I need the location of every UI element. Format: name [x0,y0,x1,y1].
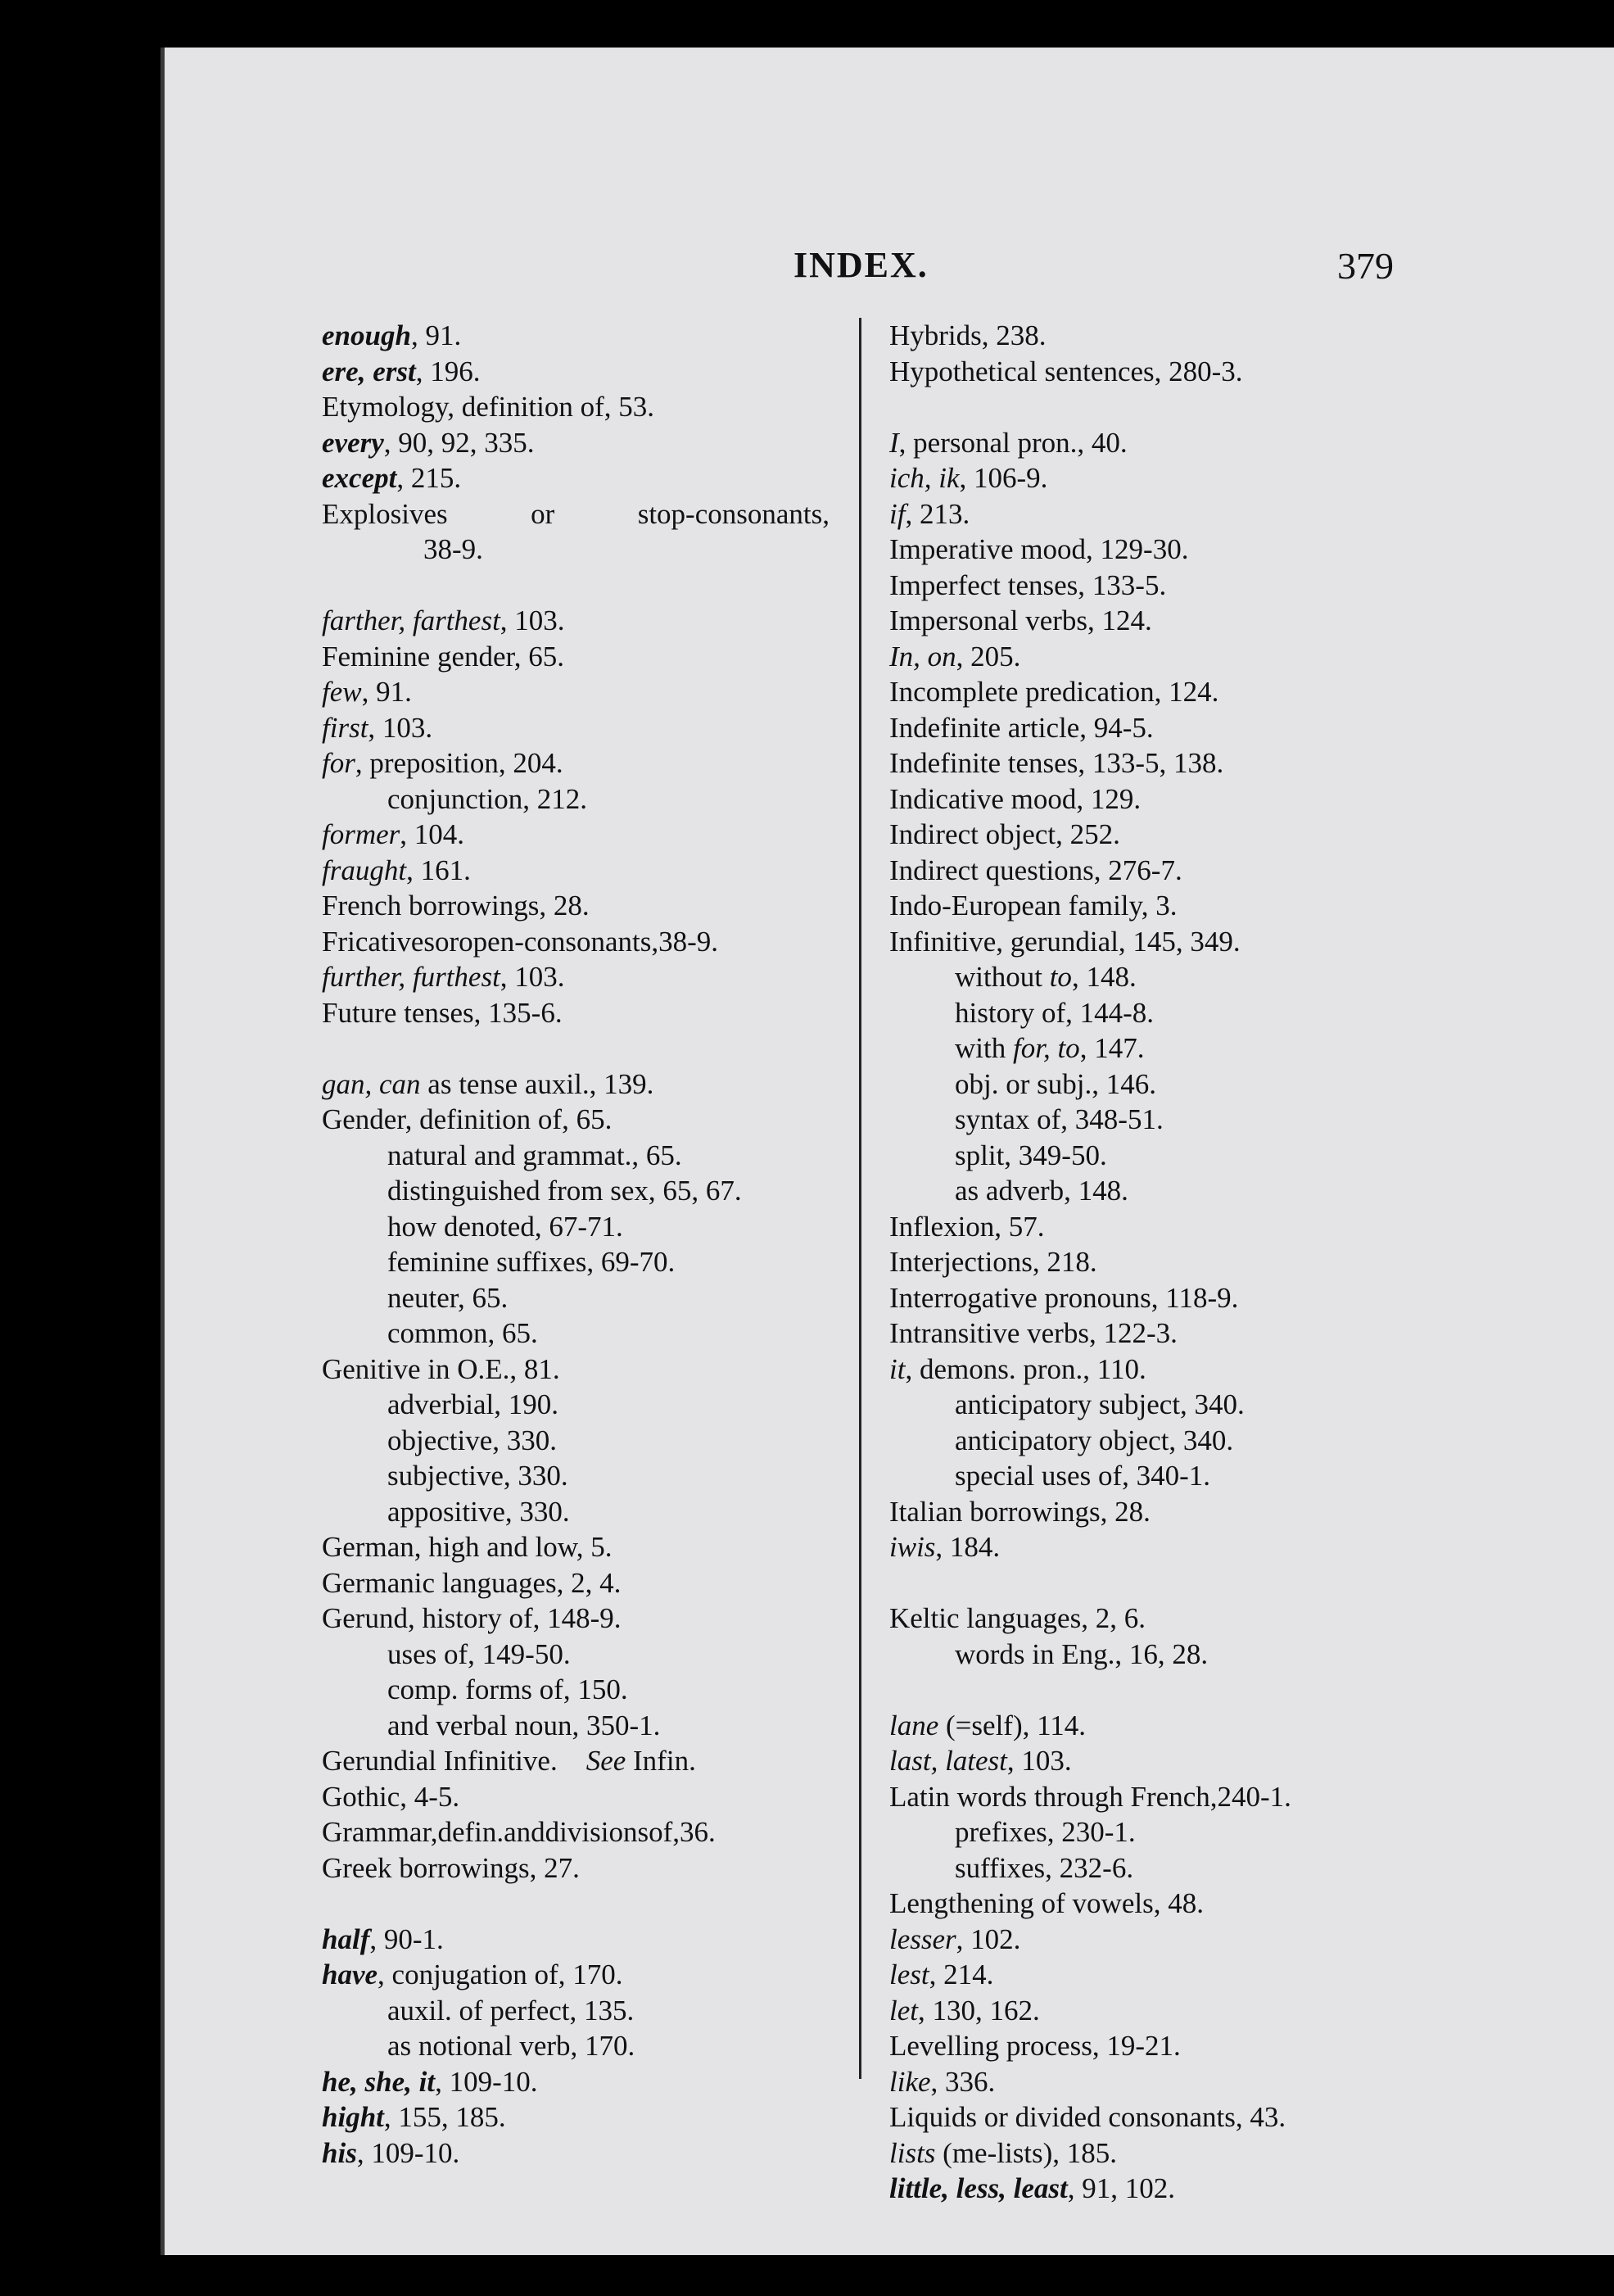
index-subentry [322,1708,846,1744]
index-headword: he, she, it [322,2065,436,2098]
index-text: Indefinite article, 94-5. [889,711,1154,744]
index-entry [889,1708,1413,1744]
index-headword: few [322,676,362,708]
index-entry [889,1743,1413,1779]
index-italic-term: for, to [1012,1032,1080,1064]
index-subentry [322,1387,846,1423]
index-text: Lengthening of vowels, 48. [889,1887,1204,1919]
index-text: , demons. pron., 110. [905,1352,1146,1385]
index-text: , 103. [500,961,565,993]
index-headword: lists [889,2136,936,2169]
index-text: appositive, 330. [387,1495,570,1528]
index-subentry [889,1030,1413,1066]
index-subentry [322,1173,846,1209]
index-text: Keltic languages, 2, 6. [889,1602,1146,1634]
index-headword: further, furthest [322,961,500,993]
index-entry [322,2064,846,2100]
index-headword: first [322,711,368,744]
index-text: , 196. [415,355,481,387]
index-text: words in Eng., 16, 28. [955,1637,1209,1670]
index-text: , 109-10. [356,2136,460,2169]
index-text: Feminine gender, 65. [322,640,565,672]
index-entry [322,1102,846,1138]
index-subentry [322,1672,846,1708]
index-text: history of, 144-8. [955,996,1155,1029]
index-section-gap [322,1030,846,1066]
index-text: Indo-European family, 3. [889,890,1178,922]
index-entry [322,1743,846,1779]
index-text: Italian borrowings, 28. [889,1495,1151,1528]
page-title: INDEX. [793,245,929,285]
index-entry [322,2099,846,2135]
index-entry [322,1850,846,1886]
index-text: feminine suffixes, 69-70. [387,1246,676,1278]
right-index-column [889,318,1413,2207]
index-entry [889,888,1413,924]
index-entry [322,995,846,1031]
index-text: without [955,961,1050,993]
index-entry [322,1779,846,1815]
index-headword: if [889,497,906,530]
index-headword: except [322,462,397,494]
index-entry [889,425,1413,461]
index-text: Gender, definition of, 65. [322,1103,613,1135]
index-text: anticipatory object, 340. [955,1424,1234,1456]
index-text: Indirect object, 252. [889,818,1120,850]
index-entry [889,1922,1413,1958]
index-entry [889,1957,1413,1993]
index-entry [322,354,846,390]
index-entry [889,1280,1413,1316]
index-text: split, 349-50. [955,1139,1107,1171]
index-section-gap [322,568,846,604]
page-number: 379 [1337,245,1394,287]
index-entry [322,1565,846,1601]
index-text: , 91, 102. [1067,2172,1176,2204]
index-text: obj. or subj., 146. [955,1067,1156,1100]
index-text: conjunction, 212. [387,782,587,815]
index-entry [889,745,1413,781]
index-entry [322,460,846,496]
index-text: French borrowings, 28. [322,890,590,922]
index-text: , 130, 162. [917,1994,1040,2027]
index-text: comp. forms of, 150. [387,1673,628,1705]
index-text: objective, 330. [387,1424,558,1456]
index-text: (me-lists), 185. [935,2136,1118,2169]
index-headword: In, on [889,640,956,672]
index-text-word: Explosives [322,497,448,530]
index-text: , 205. [956,640,1021,672]
index-entry [889,354,1413,390]
index-text: Grammar,defin.anddivisionsof,36. [322,1816,716,1848]
index-subentry [322,1494,846,1530]
index-entry [322,1922,846,1958]
index-text: Greek borrowings, 27. [322,1851,580,1884]
index-entry [322,674,846,710]
index-text: distinguished from sex, 65, 67. [387,1175,742,1207]
index-text: subjective, 330. [387,1460,568,1492]
index-text: , 91. [410,319,462,351]
index-entry [889,1494,1413,1530]
index-subentry [322,781,846,817]
index-subentry [889,1637,1413,1673]
index-headword: farther, farthest [322,605,500,636]
index-subentry [322,1138,846,1174]
index-text-after: , 147. [1079,1032,1145,1064]
index-subentry [889,959,1413,995]
index-text: prefixes, 230-1. [955,1816,1136,1848]
index-entry [889,1779,1413,1815]
index-text: , 91. [361,676,412,708]
index-text: as adverb, 148. [955,1175,1128,1207]
index-headword: lesser [889,1922,956,1955]
index-subentry [889,1102,1413,1138]
index-text: , 155, 185. [383,2101,506,2133]
see-reference: See [585,1745,626,1777]
index-entry [889,568,1413,604]
index-entry [889,1244,1413,1280]
index-entry [322,710,846,746]
index-headword: last, latest [889,1745,1007,1777]
index-subentry [322,1993,846,2029]
left-index-column [322,318,846,2171]
index-entry [889,1993,1413,2029]
index-subentry [889,1814,1413,1850]
index-entry [322,959,846,995]
index-text: Infinitive, gerundial, 145, 349. [889,925,1241,958]
index-text: Future tenses, 135-6. [322,996,563,1029]
index-entry [889,710,1413,746]
index-text: Intransitive verbs, 122-3. [889,1317,1178,1349]
index-subentry [322,1280,846,1316]
index-headword: little, less, least [889,2172,1068,2204]
index-section-gap [322,1886,846,1922]
index-subentry [889,1458,1413,1494]
index-text: Impersonal verbs, 124. [889,605,1152,636]
index-entry [322,924,846,960]
index-text: , personal pron., 40. [898,426,1128,459]
index-entry [322,2135,846,2171]
index-entry [322,425,846,461]
index-text: with [955,1032,1013,1064]
index-text: common, 65. [387,1317,538,1349]
index-text: Indefinite tenses, 133-5, 138. [889,747,1224,779]
index-entry [889,1316,1413,1352]
index-headword: lane [889,1709,939,1741]
index-text: , 103. [368,711,433,744]
index-italic-term: to [1049,961,1072,993]
index-subentry [889,1173,1413,1209]
index-text: Genitive in O.E., 81. [322,1352,560,1385]
index-text: Inflexion, 57. [889,1210,1045,1243]
index-entry [889,318,1413,354]
index-entry [889,2028,1413,2064]
index-entry [889,1886,1413,1922]
index-headword: former [322,818,400,850]
index-entry [322,853,846,889]
index-text: Imperative mood, 129-30. [889,533,1189,565]
index-entry [322,639,846,675]
index-text: , 214. [929,1959,994,1990]
index-entry [322,745,846,781]
index-text-word: or [531,497,555,530]
index-text: special uses of, 340-1. [955,1460,1211,1492]
index-text: syntax of, 348-51. [955,1103,1164,1135]
index-text: German, high and low, 5. [322,1531,613,1563]
index-entry [889,817,1413,853]
index-text: , 336. [930,2065,996,2098]
index-entry [322,532,846,568]
index-text: , 102. [956,1922,1021,1955]
index-entry [889,1529,1413,1565]
index-text: (=self), 114. [938,1709,1087,1741]
index-entry [322,1352,846,1388]
index-entry [322,389,846,425]
index-entry [889,2099,1413,2135]
index-text: , 90, 92, 335. [383,426,535,459]
index-entry [889,532,1413,568]
index-text-word: stop-consonants, [637,497,830,530]
index-text: and verbal noun, 350-1. [387,1709,661,1741]
index-page [160,48,1614,2255]
index-section-gap [889,1672,1413,1708]
index-headword: lest [889,1959,929,1990]
index-text: as notional verb, 170. [387,2030,635,2062]
index-headword: gan, can [322,1067,421,1100]
index-text: Incomplete predication, 124. [889,676,1219,708]
spacer [558,1745,586,1777]
index-entry [322,1957,846,1993]
index-text: 38-9. [423,533,483,565]
index-subentry [322,1209,846,1245]
index-headword: iwis [889,1531,936,1563]
index-text: Indicative mood, 129. [889,782,1142,815]
index-entry [322,1066,846,1103]
index-entry [322,1814,846,1850]
index-entry [322,1529,846,1565]
index-entry [889,781,1413,817]
index-text: , 104. [400,818,465,850]
index-headword: for [322,747,355,779]
index-subentry [322,1316,846,1352]
index-text: , 215. [396,462,462,494]
index-text: adverbial, 190. [387,1388,558,1420]
index-subentry [322,2028,846,2064]
index-text: , 90-1. [369,1922,444,1955]
index-headword: let [889,1994,918,2027]
index-headword: his [322,2136,357,2169]
index-text: , 103. [1006,1745,1072,1777]
index-subentry [322,1637,846,1673]
index-text: Gerund, history of, 148-9. [322,1602,622,1634]
index-entry [889,1209,1413,1245]
index-text: Interrogative pronouns, 118-9. [889,1281,1239,1314]
index-text-after: , 148. [1071,961,1137,993]
index-text: , 184. [935,1531,1001,1563]
index-text: , preposition, 204. [355,747,563,779]
index-subentry [889,995,1413,1031]
index-entry [889,1601,1413,1637]
index-entry [322,496,830,532]
index-headword: ere, erst [322,355,416,387]
page-header [165,244,1614,293]
index-text: neuter, 65. [387,1281,509,1314]
index-entry [889,674,1413,710]
index-headword: it [889,1352,906,1385]
index-text: auxil. of perfect, 135. [387,1994,635,2027]
index-entry [889,1352,1413,1388]
index-text: Indirect questions, 276-7. [889,854,1182,886]
index-headword: every [322,426,384,459]
index-text: Germanic languages, 2, 4. [322,1566,622,1599]
index-headword: half [322,1922,370,1955]
index-text: natural and grammat., 65. [387,1139,682,1171]
index-entry [889,460,1413,496]
index-text: , conjugation of, 170. [378,1959,623,1990]
index-text: , 161. [406,854,471,886]
index-headword: I [889,426,899,459]
index-headword: hight [322,2101,384,2133]
index-subentry [889,1423,1413,1459]
index-entry [322,888,846,924]
index-subentry [889,1066,1413,1103]
index-text: how denoted, 67-71. [387,1210,623,1243]
index-entry [889,2064,1413,2100]
index-text: Fricativesoropen-consonants,38-9. [322,925,719,958]
index-text: , 213. [905,497,970,530]
index-entry [889,924,1413,960]
index-entry [322,318,846,354]
index-text: anticipatory subject, 340. [955,1388,1245,1420]
index-section-gap [889,389,1413,425]
index-entry [322,1601,846,1637]
index-text: Liquids or divided consonants, 43. [889,2101,1286,2133]
index-subentry [889,1387,1413,1423]
index-entry [322,817,846,853]
index-text: Etymology, definition of, 53. [322,391,655,423]
column-divider [859,318,861,2079]
index-entry [889,496,1413,532]
index-subentry [889,1138,1413,1174]
index-text: Levelling process, 19-21. [889,2030,1181,2062]
index-subentry [322,1423,846,1459]
index-text: , 109-10. [435,2065,538,2098]
index-text-after: Infin. [626,1745,696,1777]
index-text: Gothic, 4-5. [322,1780,460,1813]
index-subentry [889,1850,1413,1886]
index-entry [889,2135,1413,2171]
index-headword: like [889,2065,931,2098]
index-text: suffixes, 232-6. [955,1851,1134,1884]
index-entry [322,603,846,639]
index-headword: ich, ik [889,462,960,494]
index-text: Gerundial Infinitive. [322,1745,558,1777]
index-subentry [322,1458,846,1494]
index-headword: have [322,1959,378,1990]
index-headword: enough [322,319,411,351]
index-entry [889,2171,1413,2207]
index-entry [889,853,1413,889]
index-text: Interjections, 218. [889,1246,1097,1278]
index-headword: fraught [322,854,407,886]
index-text: uses of, 149-50. [387,1637,571,1670]
index-text: as tense auxil., 139. [420,1067,654,1100]
index-text: Hybrids, 238. [889,319,1047,351]
index-text: , 106-9. [959,462,1048,494]
index-entry [889,603,1413,639]
index-text: , 103. [500,605,565,636]
index-text: Latin words through French,240-1. [889,1780,1291,1813]
index-text: Hypothetical sentences, 280-3. [889,355,1243,387]
index-section-gap [889,1565,1413,1601]
index-subentry [322,1244,846,1280]
index-entry [889,639,1413,675]
index-text: Imperfect tenses, 133-5. [889,568,1167,601]
